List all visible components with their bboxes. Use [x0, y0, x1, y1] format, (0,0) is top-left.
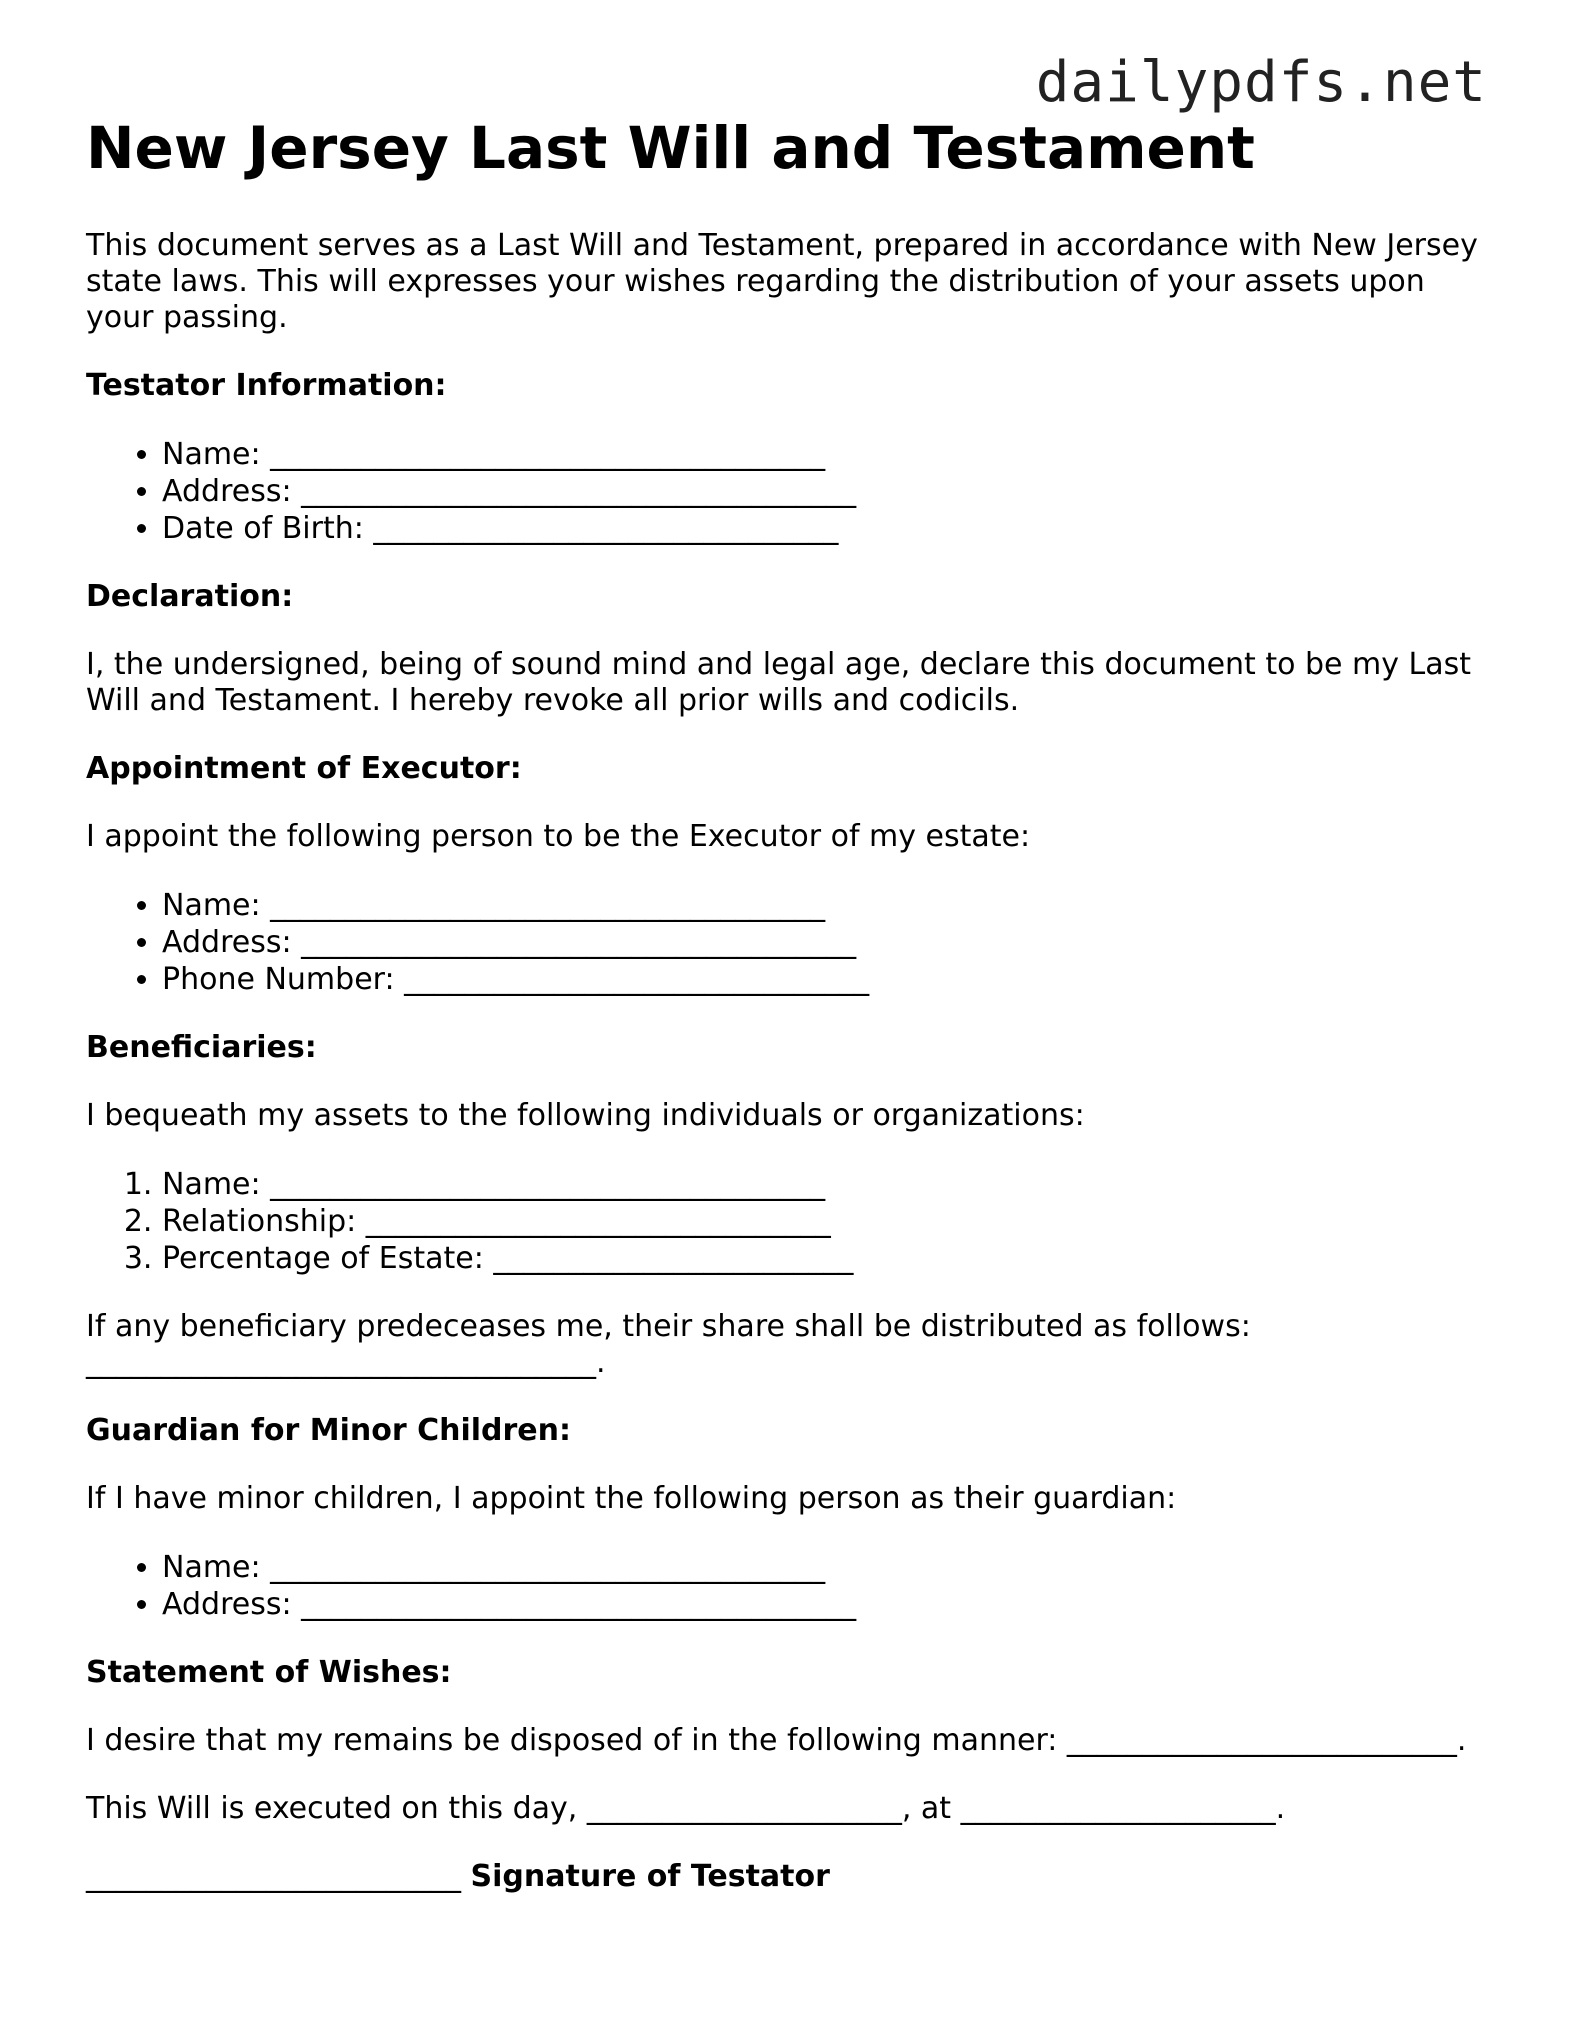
- wishes-text: I desire that my remains be disposed of in the following manner: __________________________.: [86, 1723, 1467, 1758]
- watermark: dailypdfs.net: [1035, 50, 1487, 115]
- testator-list: [86, 436, 1496, 547]
- guardian-list: [86, 1549, 1496, 1623]
- beneficiary-name-field: 1. Name: _____________________________________: [162, 1166, 1496, 1203]
- signature-block: [86, 1859, 1496, 1895]
- testator-heading: Testator Information:: [86, 368, 447, 403]
- predecease-text: If any beneficiary predeceases me, their share shall be distributed as follows: __________________________________.: [86, 1309, 1251, 1380]
- executor-heading: Appointment of Executor:: [86, 751, 522, 786]
- document-page: [86, 108, 1496, 1895]
- executor-name-field: • Name: _____________________________________: [162, 887, 1496, 924]
- testator-name-field: • Name: _____________________________________: [162, 436, 1496, 473]
- executor-address-field: • Address: _____________________________________: [162, 924, 1496, 961]
- declaration-text: I, the undersigned, being of sound mind and legal age, declare this document to be my Last Will and Testament. I hereby revoke all prior wills and codicils.: [86, 647, 1472, 718]
- declaration-heading: Declaration:: [86, 579, 294, 614]
- executor-phone-field: • Phone Number: _______________________________: [162, 961, 1496, 998]
- testator-address-field: • Address: _____________________________________: [162, 473, 1496, 510]
- beneficiaries-list: [86, 1166, 1496, 1277]
- guardian-heading: Guardian for Minor Children:: [86, 1413, 571, 1448]
- page-title: New Jersey Last Will and Testament: [86, 114, 1255, 182]
- beneficiaries-text: I bequeath my assets to the following individuals or organizations:: [86, 1098, 1085, 1133]
- guardian-text: If I have minor children, I appoint the following person as their guardian:: [86, 1481, 1177, 1516]
- executor-text: I appoint the following person to be the Executor of my estate:: [86, 819, 1031, 854]
- executed-text: This Will is executed on this day, _____________________, at _____________________.: [86, 1791, 1286, 1826]
- guardian-address-field: • Address: _____________________________________: [162, 1586, 1496, 1623]
- wishes-heading: Statement of Wishes:: [86, 1655, 452, 1690]
- testator-dob-field: • Date of Birth: _______________________________: [162, 510, 1496, 547]
- beneficiaries-heading: Beneficiaries:: [86, 1030, 317, 1065]
- beneficiary-relationship-field: 2. Relationship: _______________________________: [162, 1203, 1496, 1240]
- signature-label: Signature of Testator: [470, 1859, 830, 1894]
- guardian-name-field: • Name: _____________________________________: [162, 1549, 1496, 1586]
- executor-list: [86, 887, 1496, 998]
- beneficiary-percentage-field: 3. Percentage of Estate: ________________________: [162, 1240, 1496, 1277]
- signature-line: _________________________: [86, 1859, 461, 1894]
- intro-paragraph: This document serves as a Last Will and Testament, prepared in accordance with New Jersey state laws. This will expresses your wishes regarding the distribution of your assets upon your passing.: [86, 228, 1478, 335]
